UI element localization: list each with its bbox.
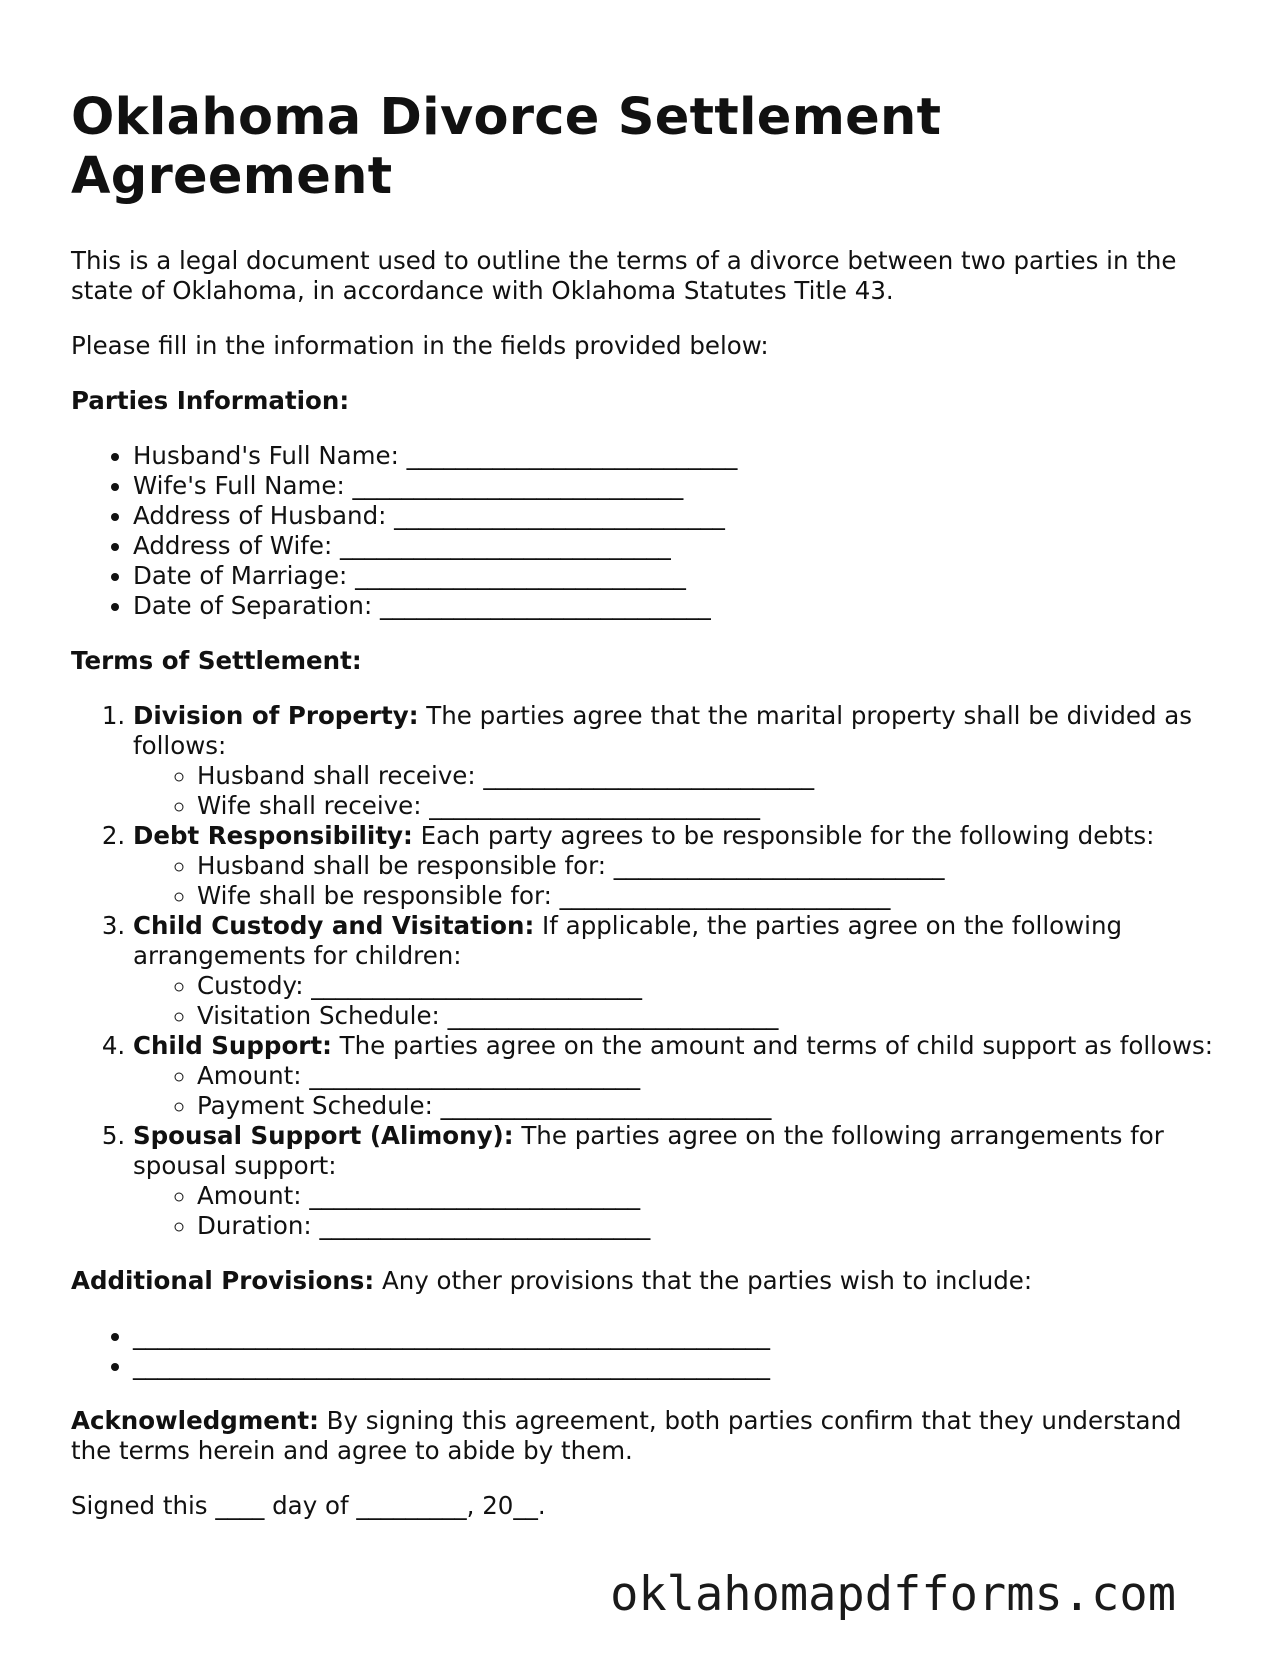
field-spousal-support-amount[interactable]: ◦ Amount: ___________________________ [197,1181,1221,1211]
field-husband-receives[interactable]: ◦ Husband shall receive: ___________________________ [197,761,1221,791]
term-sublist [133,851,1221,911]
acknowledgment-label: Acknowledgment: [71,1406,319,1435]
term-text: Each party agrees to be responsible for the following debts: [412,821,1155,850]
acknowledgment-paragraph [71,1406,1221,1466]
term-division-of-property [133,701,1221,821]
field-wife-receives[interactable]: ◦ Wife shall receive: ___________________________ [197,791,1221,821]
provision-line[interactable]: • ____________________________________________________ [133,1351,1221,1381]
field-payment-schedule[interactable]: ◦ Payment Schedule: ___________________________ [197,1091,1221,1121]
party-field-wife-address[interactable]: • Address of Wife: ___________________________ [133,531,1221,561]
parties-list [71,441,1221,621]
term-child-support [133,1031,1221,1121]
term-text: The parties agree that the marital property shall be divided as follows: [133,701,1193,760]
additional-provisions-label: Additional Provisions: [71,1266,375,1295]
term-label: Division of Property: [133,701,419,730]
term-sublist [133,761,1221,821]
term-label: Child Support: [133,1031,332,1060]
field-husband-debts[interactable]: ◦ Husband shall be responsible for: ___________________________ [197,851,1221,881]
instruction-paragraph: Please fill in the information in the fields provided below: [71,331,769,360]
term-sublist [133,1061,1221,1121]
document-title: Oklahoma Divorce Settlement Agreement [71,88,942,206]
term-child-custody [133,911,1221,1031]
acknowledgment-text: By signing this agreement, both parties confirm that they understand the terms herein and agree to abide by them. [71,1406,1182,1465]
terms-heading: Terms of Settlement: [71,646,362,675]
term-debt-responsibility [133,821,1221,911]
field-wife-debts[interactable]: ◦ Wife shall be responsible for: ___________________________ [197,881,1221,911]
party-field-date-of-separation[interactable]: • Date of Separation: ___________________________ [133,591,1221,621]
field-spousal-support-duration[interactable]: ◦ Duration: ___________________________ [197,1211,1221,1241]
term-sublist [133,1181,1221,1241]
document-page [71,88,1221,1546]
field-custody[interactable]: ◦ Custody: ___________________________ [197,971,1221,1001]
additional-provisions-text: Any other provisions that the parties wish to include: [374,1266,1033,1295]
parties-heading: Parties Information: [71,386,350,415]
term-text: The parties agree on the following arrangements for spousal support: [133,1121,1164,1180]
party-field-husband-address[interactable]: • Address of Husband: ___________________________ [133,501,1221,531]
signed-line[interactable]: Signed this ____ day of _________, 20__. [71,1491,546,1520]
party-field-husband-name[interactable]: • Husband's Full Name: ___________________________ [133,441,1221,471]
term-sublist [133,971,1221,1031]
intro-paragraph: This is a legal document used to outline the terms of a divorce between two parties in the state of Oklahoma, in accordance with Oklahoma Statutes Title 43. [71,246,1177,305]
site-watermark: oklahomapdfforms.com [610,1567,1176,1622]
term-text: If applicable, the parties agree on the following arrangements for children: [133,911,1123,970]
party-field-date-of-marriage[interactable]: • Date of Marriage: ___________________________ [133,561,1221,591]
term-label: Child Custody and Visitation: [133,911,535,940]
field-visitation-schedule[interactable]: ◦ Visitation Schedule: ___________________________ [197,1001,1221,1031]
terms-list [71,701,1221,1241]
term-label: Debt Responsibility: [133,821,413,850]
party-field-wife-name[interactable]: • Wife's Full Name: ___________________________ [133,471,1221,501]
term-text: The parties agree on the amount and terms of child support as follows: [331,1031,1214,1060]
provision-line[interactable]: • ____________________________________________________ [133,1321,1221,1351]
term-label: Spousal Support (Alimony): [133,1121,514,1150]
additional-provisions-paragraph [71,1266,1221,1296]
field-child-support-amount[interactable]: ◦ Amount: ___________________________ [197,1061,1221,1091]
additional-provisions-list [71,1321,1221,1381]
term-spousal-support [133,1121,1221,1241]
